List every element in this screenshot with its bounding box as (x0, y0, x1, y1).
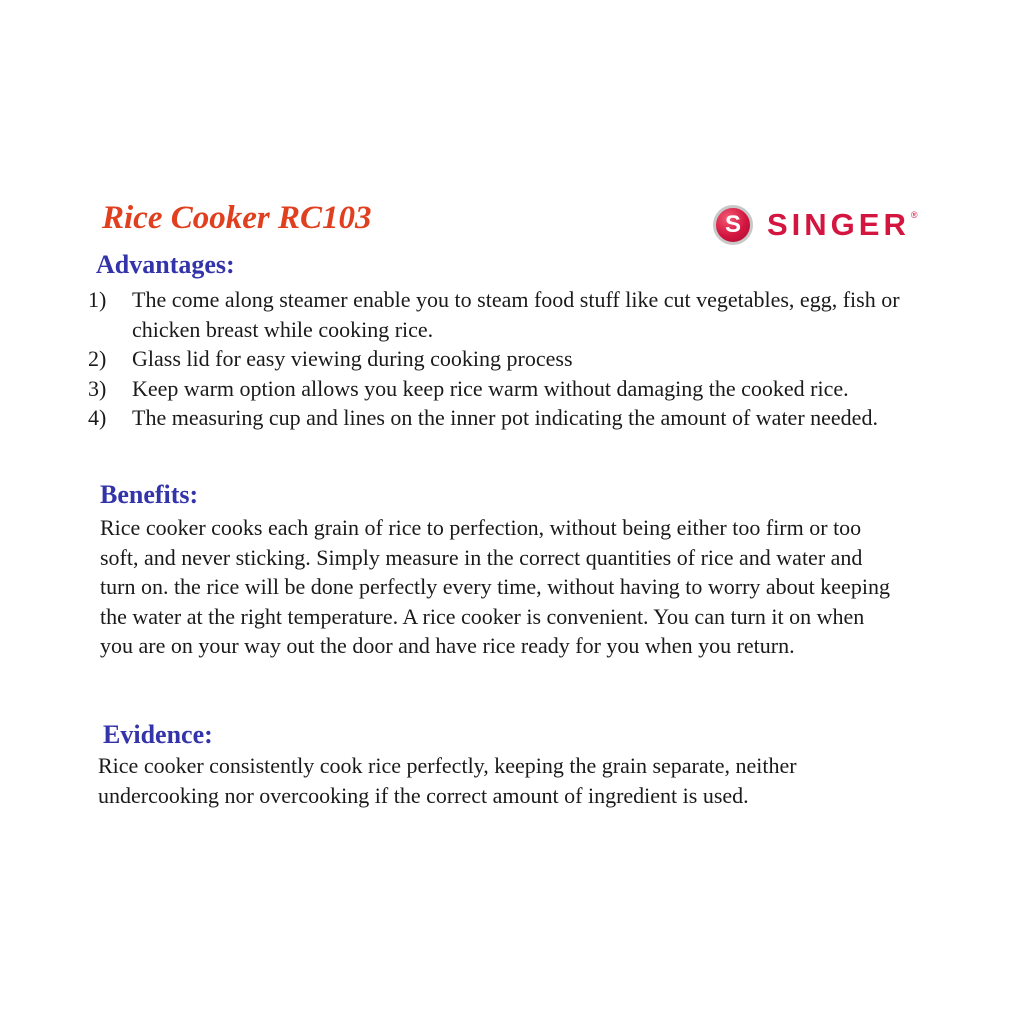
advantages-list (88, 285, 948, 433)
singer-logo (713, 200, 918, 250)
advantages-heading: Advantages: (96, 250, 235, 279)
benefits-paragraph: Rice cooker cooks each grain of rice to perfection, without being either too firm or too soft, and never sticking. Simply measure in the correct quantities of rice and water and turn on. the rice will be done perfectly every time, without having to worry about keeping the water at the right temperature. A rice cooker is convenient. You can turn it on when you are on your way out the door and have rice ready for you when you return. (100, 515, 890, 658)
list-item-text: The come along steamer enable you to steam food stuff like cut vegetables, egg, fish or chicken breast while cooking rice. (132, 287, 900, 342)
list-item-number: 3) (88, 375, 107, 401)
list-item-number: 4) (88, 405, 107, 430)
list-item (88, 403, 948, 433)
brand-name: SINGER (767, 207, 910, 242)
evidence-heading: Evidence: (103, 720, 213, 749)
list-item (88, 374, 948, 404)
list-item-text: The measuring cup and lines on the inner pot indicating the amount of water needed. (132, 405, 878, 430)
list-item-number: 2) (88, 346, 107, 371)
benefits-heading: Benefits: (100, 480, 199, 509)
list-item-number: 1) (88, 287, 107, 312)
list-item-text: Glass lid for easy viewing during cooking process (132, 346, 573, 371)
singer-badge-icon: S (713, 205, 753, 245)
list-item (88, 344, 948, 374)
list-item (88, 285, 948, 344)
evidence-paragraph: Rice cooker consistently cook rice perfectly, keeping the grain separate, neither undercooking nor overcooking if the correct amount of ingredient is used. (98, 753, 797, 808)
page-title: Rice Cooker RC103 (102, 200, 372, 236)
list-item-text: Keep warm option allows you keep rice warm without damaging the cooked rice. (132, 375, 849, 401)
registered-mark: ® (910, 210, 918, 220)
